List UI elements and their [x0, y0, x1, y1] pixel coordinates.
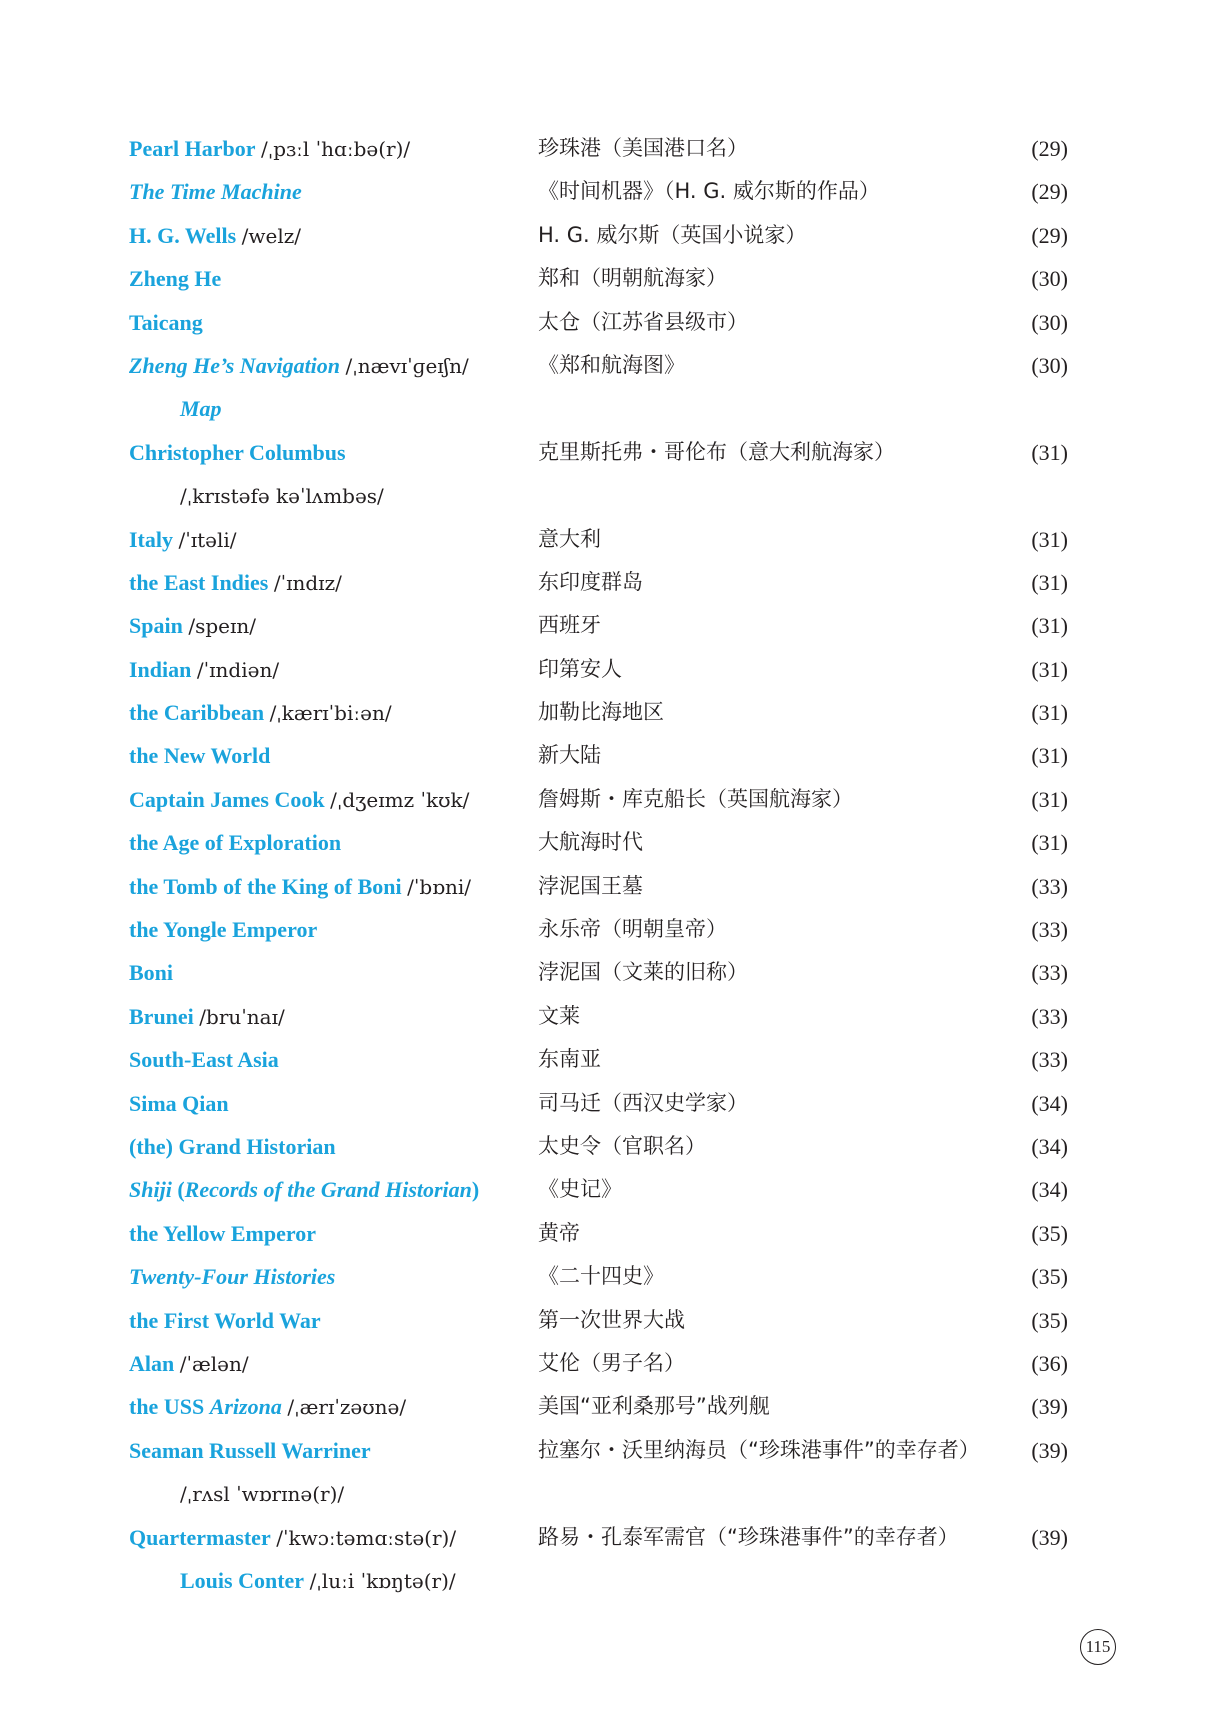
glossary-row [0, 431, 1208, 474]
translation: 《二十四史》 [538, 1264, 664, 1289]
translation: 司马迁（西汉史学家） [538, 1090, 748, 1115]
pronunciation: /ˌkærɪˈbiːən/ [269, 701, 392, 726]
page-ref: (29) [1031, 136, 1068, 161]
glossary-row [0, 301, 1208, 344]
term: Spain [129, 613, 183, 639]
term: Boni [129, 960, 174, 986]
page-ref: (35) [1031, 1220, 1068, 1246]
term: H. G. Wells [129, 222, 237, 248]
term [129, 1168, 479, 1211]
pronunciation: /ˌluːi ˈkɒŋtə(r)/ [309, 1568, 456, 1593]
page-ref: (39) [1031, 1524, 1068, 1550]
page-ref: (33) [1031, 873, 1068, 899]
term-part: Records of the Grand Historian [184, 1177, 472, 1203]
translation: 新大陆 [538, 743, 601, 768]
term: Christopher Columbus [129, 439, 346, 465]
page-ref: (31) [1031, 656, 1068, 682]
term: Brunei [129, 1003, 194, 1029]
term: Zheng He’s Navigation [129, 352, 341, 378]
term: Quartermaster [129, 1524, 271, 1550]
term: the First World War [129, 1307, 321, 1333]
page-ref: (31) [1031, 786, 1068, 812]
glossary-row [0, 648, 1208, 691]
translation: 东南亚 [538, 1047, 601, 1072]
glossary-row [0, 214, 1208, 257]
term: The Time Machine [129, 179, 302, 205]
page-ref: (34) [1031, 1133, 1068, 1159]
page-ref: (39) [1031, 1394, 1068, 1420]
term: (the) Grand Historian [129, 1133, 336, 1159]
pronunciation: /ˌpɜːl ˈhɑːbə(r)/ [260, 137, 411, 161]
glossary-row [0, 1516, 1208, 1559]
translation: 美国“亚利桑那号”战列舰 [538, 1394, 770, 1419]
glossary-row [0, 734, 1208, 777]
pronunciation: /ˈɪndɪz/ [273, 570, 342, 595]
page-ref: (34) [1031, 1177, 1068, 1203]
term-part: Shiji [129, 1177, 172, 1203]
glossary-row [0, 778, 1208, 821]
term: Sima Qian [129, 1090, 229, 1116]
translation: 东印度群岛 [538, 569, 643, 594]
term: Seaman Russell Warriner [129, 1437, 371, 1463]
translation: 路易・孔泰军需官（“珍珠港事件”的幸存者） [538, 1524, 959, 1549]
term-part: ( [177, 1177, 185, 1203]
page-ref: (33) [1031, 917, 1068, 943]
term: Italy [129, 526, 173, 552]
page-ref: (31) [1031, 439, 1068, 465]
glossary-row [0, 908, 1208, 951]
term: Pearl Harbor [129, 136, 256, 161]
translation: 印第安人 [538, 656, 622, 681]
term: Louis Conter [180, 1567, 305, 1593]
glossary-row [0, 1125, 1208, 1168]
glossary-row-continuation [0, 387, 1208, 430]
glossary-row [0, 561, 1208, 604]
glossary-row [0, 1082, 1208, 1125]
glossary-row [0, 1385, 1208, 1428]
translation: 詹姆斯・库克船长（英国航海家） [538, 786, 853, 811]
term: Captain James Cook [129, 786, 325, 812]
translation: 大航海时代 [538, 830, 643, 855]
term-part: Arizona [209, 1394, 282, 1420]
glossary-list [0, 127, 1208, 1602]
translation: 文莱 [538, 1003, 580, 1028]
translation: 意大利 [538, 526, 601, 551]
pronunciation: /bruˈnaɪ/ [199, 1004, 285, 1029]
translation: 《时间机器》（H. G. 威尔斯的作品） [538, 179, 880, 204]
page-ref: (30) [1031, 309, 1068, 335]
pronunciation: /ˌdʒeɪmz ˈkʊk/ [330, 787, 470, 812]
pronunciation: /ˌærɪˈzəʊnə/ [287, 1395, 407, 1420]
glossary-row [0, 1429, 1208, 1472]
translation: 太史令（官职名） [538, 1133, 706, 1158]
page-ref: (31) [1031, 700, 1068, 726]
glossary-row [0, 691, 1208, 734]
term: the Age of Exploration [129, 830, 342, 856]
term: the Caribbean [129, 700, 265, 726]
glossary-row [0, 865, 1208, 908]
glossary-row [0, 821, 1208, 864]
page-ref: (39) [1031, 1437, 1068, 1463]
term: the Yellow Emperor [129, 1220, 316, 1246]
translation: 加勒比海地区 [538, 700, 664, 725]
pronunciation: /ˈkwɔːtəmɑːstə(r)/ [276, 1525, 457, 1550]
glossary-row [0, 1255, 1208, 1298]
page-ref: (31) [1031, 830, 1068, 856]
page-ref: (35) [1031, 1264, 1068, 1290]
term [129, 1394, 282, 1419]
glossary-row [0, 995, 1208, 1038]
glossary-row [0, 518, 1208, 561]
term: the East Indies [129, 569, 269, 595]
glossary-row-continuation [0, 474, 1208, 517]
translation: 黄帝 [538, 1220, 580, 1245]
term: the New World [129, 743, 271, 769]
translation: 《史记》 [538, 1177, 622, 1202]
term: Taicang [129, 309, 203, 335]
glossary-row-continuation [0, 1559, 1208, 1602]
translation: 西班牙 [538, 613, 601, 638]
pronunciation: /speɪn/ [188, 614, 256, 639]
term: Indian [129, 656, 192, 682]
term: Zheng He [129, 266, 222, 292]
page-ref: (36) [1031, 1350, 1068, 1376]
page-ref: (33) [1031, 1003, 1068, 1029]
page-ref: (35) [1031, 1307, 1068, 1333]
glossary-row [0, 1168, 1208, 1211]
page-ref: (31) [1031, 526, 1068, 552]
term-part: ) [471, 1177, 480, 1203]
page-ref: (33) [1031, 1047, 1068, 1073]
pronunciation: /ˌrʌsl ˈwɒrɪnə(r)/ [180, 1482, 345, 1507]
pronunciation: /ˈbɒni/ [407, 874, 471, 899]
translation: 《郑和航海图》 [538, 352, 685, 377]
page-ref: (33) [1031, 960, 1068, 986]
translation: 克里斯托弗・哥伦布（意大利航海家） [538, 439, 895, 464]
page-ref: (30) [1031, 352, 1068, 378]
glossary-row [0, 1342, 1208, 1385]
translation: 浡泥国王墓 [538, 873, 643, 898]
translation: H. G. 威尔斯（英国小说家） [538, 222, 807, 247]
translation: 艾伦（男子名） [538, 1350, 685, 1375]
page-ref: (30) [1031, 266, 1068, 292]
pronunciation: /ˌnævɪˈɡeɪʃn/ [345, 353, 469, 378]
glossary-row-continuation [0, 1472, 1208, 1515]
page-ref: (31) [1031, 569, 1068, 595]
translation: 太仓（江苏省县级市） [538, 309, 748, 334]
term: South-East Asia [129, 1047, 279, 1073]
pronunciation: /ˈælən/ [179, 1351, 249, 1376]
term: Alan [129, 1350, 175, 1376]
pronunciation: /welz/ [241, 223, 302, 248]
term: the Tomb of the King of Boni [129, 873, 402, 899]
term: Map [180, 396, 222, 422]
glossary-row [0, 604, 1208, 647]
term-part: the USS [129, 1394, 205, 1420]
glossary-row [0, 127, 1208, 170]
pronunciation: /ˈɪtəli/ [178, 527, 237, 552]
page-ref: (29) [1031, 179, 1068, 205]
translation: 第一次世界大战 [538, 1307, 685, 1332]
pronunciation: /ˈɪndiən/ [196, 657, 280, 682]
page-ref: (29) [1031, 222, 1068, 248]
glossary-row [0, 344, 1208, 387]
page-ref: (34) [1031, 1090, 1068, 1116]
pronunciation: /ˌkrɪstəfə kəˈlʌmbəs/ [180, 484, 384, 509]
glossary-row [0, 1212, 1208, 1255]
term: the Yongle Emperor [129, 917, 318, 943]
translation: 永乐帝（明朝皇帝） [538, 917, 727, 942]
glossary-row [0, 257, 1208, 300]
page-number: 115 [1080, 1629, 1116, 1665]
translation: 拉塞尔・沃里纳海员（“珍珠港事件”的幸存者） [538, 1437, 980, 1462]
term: Twenty-Four Histories [129, 1264, 336, 1290]
translation: 珍珠港（美国港口名） [538, 136, 748, 160]
glossary-row [0, 1299, 1208, 1342]
page-ref: (31) [1031, 613, 1068, 639]
glossary-row [0, 951, 1208, 994]
translation: 浡泥国（文莱的旧称） [538, 960, 748, 985]
glossary-row [0, 170, 1208, 213]
translation: 郑和（明朝航海家） [538, 266, 727, 291]
glossary-row [0, 1038, 1208, 1081]
page-ref: (31) [1031, 743, 1068, 769]
